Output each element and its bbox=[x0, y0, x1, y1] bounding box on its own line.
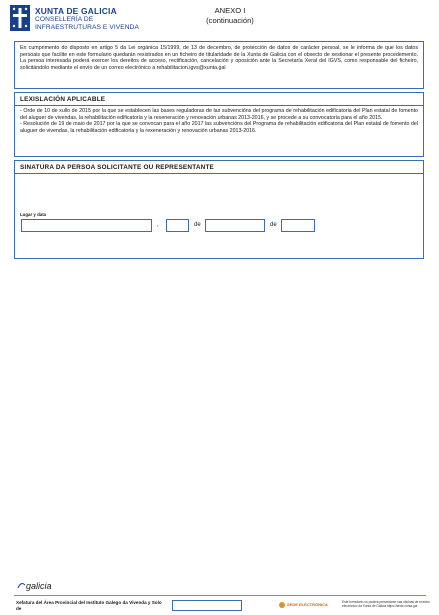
de-separator-1: de bbox=[194, 222, 201, 228]
day-input[interactable] bbox=[166, 219, 189, 232]
year-input[interactable] bbox=[281, 219, 315, 232]
data-protection-box bbox=[14, 41, 424, 89]
data-protection-text: En cumprimento do disposto en artigo 5 da Lei orgánica 15/1999, de 13 de decembro, de protección de datos de carácter persoal, se le informa de que los datos persoais que facilite en este formulario quedarán rexistrados en un ficheiro de titularidade de la Xunta de Galicia con el obxecto de xestionar el presente procedemento. La persoa interesada poderá exercer los dereitos de acceso, rectificación, cancelación y oposición ante la Secretaría Xeral del IGVS, como responsable del ficheiro, solicitándolo mediante el envío de un correo electrónico a rehabilitacion.igvs@xunta.gal bbox=[20, 45, 418, 71]
galicia-logo-text: galicia bbox=[26, 581, 52, 591]
place-input[interactable] bbox=[21, 219, 152, 232]
legislation-box bbox=[14, 92, 424, 157]
footer-note: Este formulario só poderá presentarse nas oficinas de rexistro electrónico da Xunta de Galicia https://sede.xunta.gal bbox=[342, 600, 430, 608]
xunta-cross-logo-icon bbox=[10, 5, 30, 31]
sede-electronica-badge bbox=[279, 601, 339, 609]
signature-box bbox=[14, 160, 424, 259]
comma-separator: , bbox=[157, 222, 159, 228]
galicia-logo-icon bbox=[16, 579, 76, 592]
legislation-body bbox=[20, 108, 418, 134]
document-header bbox=[10, 4, 430, 38]
legislation-item-1: - Orde de 10 de xullo de 2015 por la que se establecen las bases reguladoras de las subvencións del programa de rehabilitación edificatoria del Plan estatal de fomento del aluguer de vivendas, la rehabilitación edificatoria y la rexeneración y renovación urbanas 2013-2016, y se procede a su convocatoria para el año 2015. bbox=[20, 108, 418, 121]
legislation-item-2: - Resolución de 19 de maio de 2017 por la que se convocan para el año 2017 las subvencións del Programa de rehabilitación edificatoria del Plan estatal de fomento del aluguer de vivendas, la rehabilitación edificatoria y la rexeneración y renovación urbanas 2013-2016. bbox=[20, 121, 418, 134]
dept-line-1: CONSELLERÍA DE bbox=[35, 16, 94, 23]
legislation-title-divider bbox=[15, 105, 423, 106]
annex-heading bbox=[185, 6, 275, 25]
organization-block bbox=[35, 6, 139, 31]
org-name: XUNTA DE GALICIA bbox=[35, 6, 117, 16]
sede-dot-icon bbox=[279, 602, 285, 608]
annex-title: ANEXO I bbox=[214, 6, 246, 15]
month-input[interactable] bbox=[205, 219, 265, 232]
signature-title-divider bbox=[15, 173, 423, 174]
legislation-title: LEXISLACIÓN APLICABLE bbox=[20, 96, 106, 103]
annex-subtitle: (continuación) bbox=[206, 15, 254, 25]
place-date-label: Lugar y data bbox=[20, 212, 47, 217]
de-separator-2: de bbox=[270, 222, 277, 228]
sede-badge-text: SEDE ELECTRÓNICA bbox=[287, 602, 328, 607]
footer-office-label: Xefatura del Área Provincial del Instituto Galego da Vivenda y Solo de bbox=[16, 600, 162, 611]
office-input[interactable] bbox=[172, 600, 242, 611]
footer-divider bbox=[14, 595, 426, 596]
signature-title: SINATURA DA PERSOA SOLICITANTE OU REPRESENTANTE bbox=[20, 164, 215, 171]
dept-line-2: INFRAESTRUTURAS E VIVENDA bbox=[35, 23, 139, 31]
